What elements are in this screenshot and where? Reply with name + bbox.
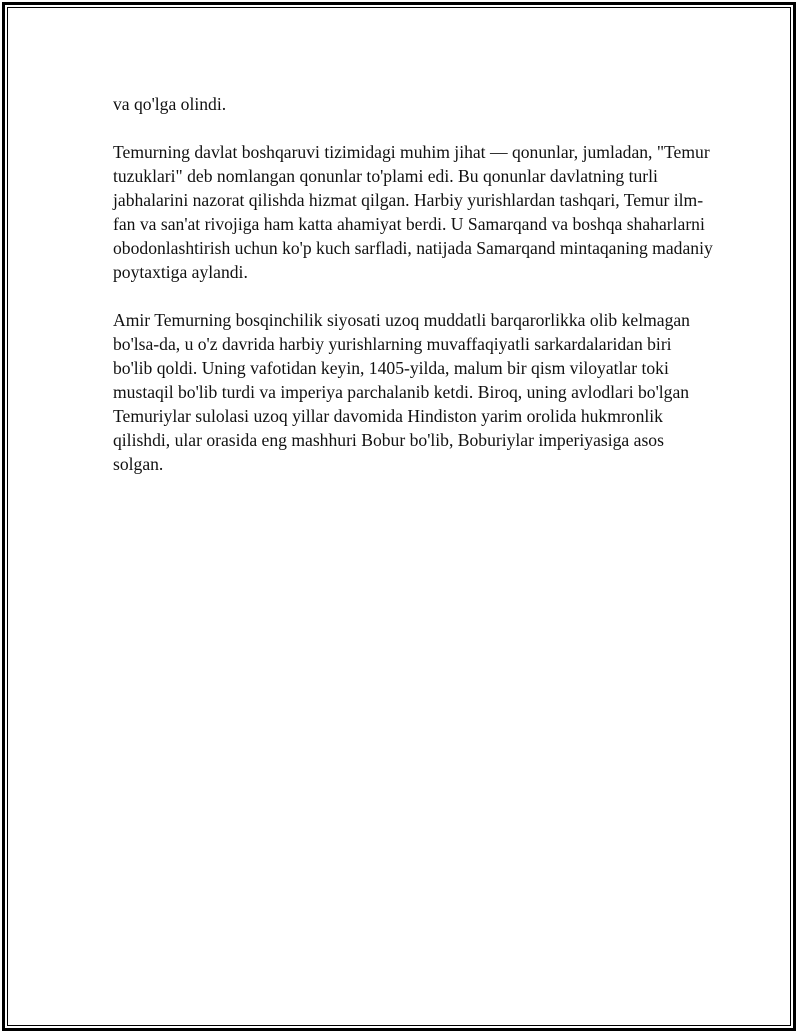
paragraph-legacy: Amir Temurning bosqinchilik siyosati uzoq muddatli barqarorlikka olib kelmagan bo'lsa-da, u o'z davrida harbiy yurishlarning muvaffaqiyatli sarkardalaridan biri bo'lib qoldi. Uning vafotidan keyin, 1405-yilda, malum bir qism viloyatlar toki mustaqil bo'lib turdi va imperiya parchalanib ketdi. Biroq, uning avlodlari bo'lgan Temuriylar sulolasi uzoq yillar davomida Hindiston yarim orolida hukmronlik qilishdi, ular orasida eng mashhuri Bobur bo'lib, Boburiylar imperiyasiga asos solgan. [113, 310, 690, 474]
document-body [113, 92, 713, 476]
paragraph-government-laws: Temurning davlat boshqaruvi tizimidagi muhim jihat — qonunlar, jumladan, "Temur tuzuklari" deb nomlangan qonunlar to'plami edi. Bu qonunlar davlatning turli jabhalarini nazorat qilishda hizmat qilgan. Harbiy yurishlardan tashqari, Temur ilm-fan va san'at rivojiga ham katta ahamiyat berdi. U Samarqand va boshqa shaharlarni obodonlashtirish uchun ko'p kuch sarfladi, natijada Samarqand mintaqaning madaniy poytaxtiga aylandi. [113, 142, 713, 282]
paragraph-continuation: va qo'lga olindi. [113, 94, 227, 114]
